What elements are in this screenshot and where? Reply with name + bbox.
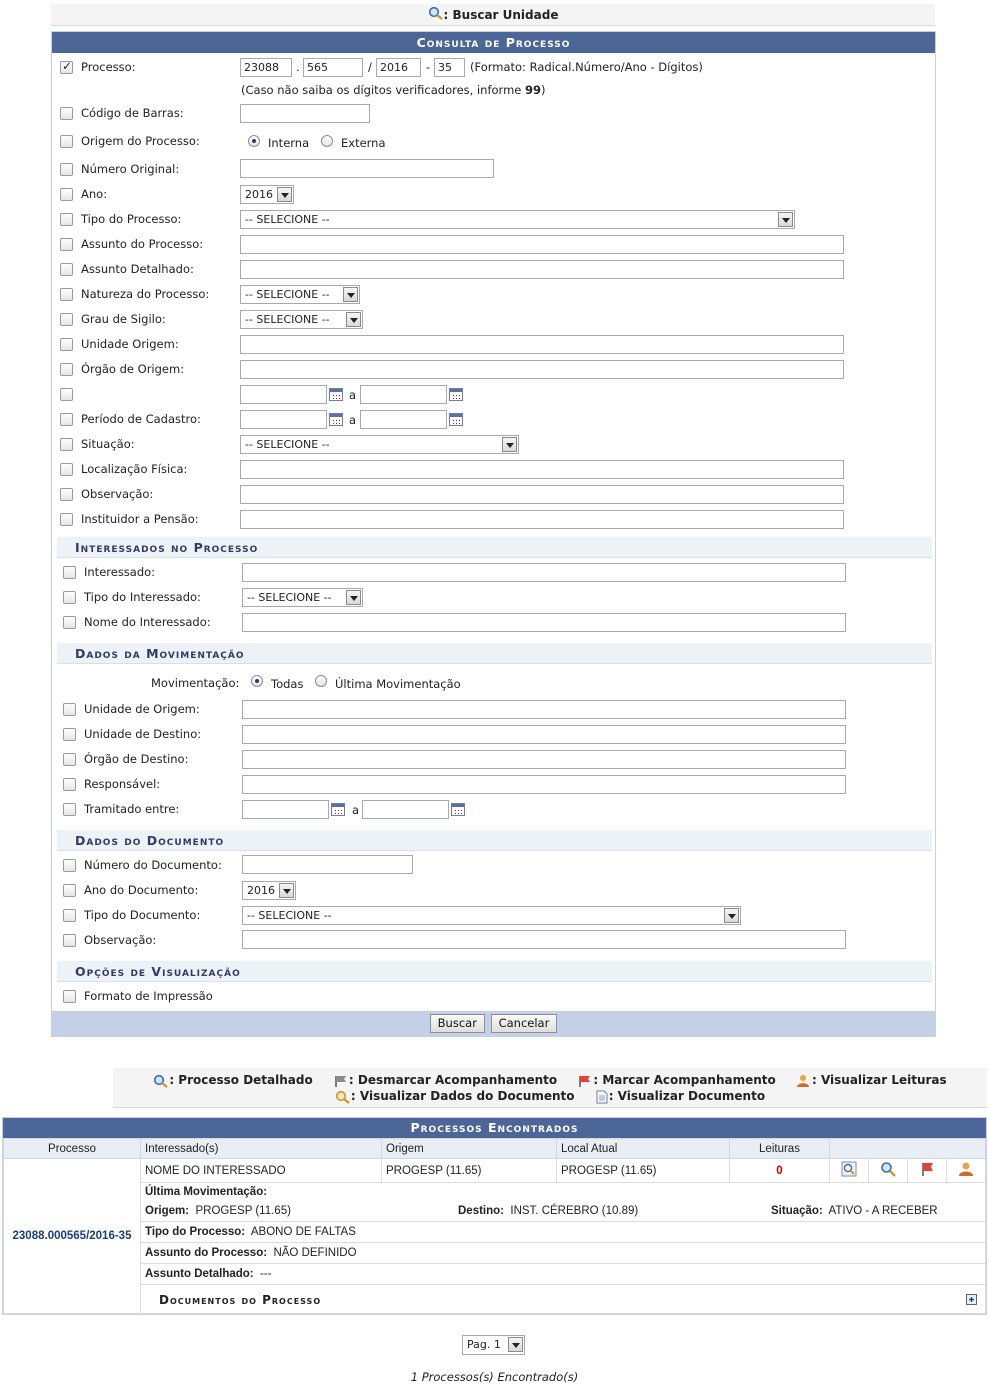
mov-detail-row (4, 1202, 986, 1222)
tipo-processo-cell: Tipo do Processo: ABONO DE FALTAS (141, 1221, 986, 1242)
tipo-processo-row (4, 1221, 986, 1242)
chevron-down-icon (277, 187, 292, 202)
orgao-origem-checkbox[interactable] (60, 363, 73, 376)
tipo-interessado-label: Tipo do Interessado: (84, 590, 201, 604)
buscar-unidade-label: : Buscar Unidade (443, 8, 559, 22)
observacao2-label: Observação: (84, 933, 157, 947)
chevron-down-icon (502, 437, 517, 452)
legend-leituras: : Visualizar Leituras (796, 1071, 947, 1090)
processo-numero-input[interactable]: 565 (303, 58, 363, 77)
situacao-select[interactable]: -- SELECIONE -- (240, 435, 519, 454)
calendar-icon[interactable] (451, 803, 465, 816)
cadastro-fim-input[interactable] (360, 410, 447, 429)
tramitado-sep: a (352, 803, 360, 817)
table-row (4, 1159, 986, 1183)
dados-documento-action[interactable] (869, 1159, 908, 1183)
flag-red-icon (577, 1074, 593, 1088)
observacao2-input[interactable] (242, 930, 846, 949)
icon-legend (113, 1068, 987, 1108)
col-interessado: Interessado(s) (141, 1139, 382, 1159)
responsavel-checkbox[interactable] (63, 778, 76, 791)
assunto-detalhado-label: Assunto Detalhado: (81, 262, 194, 276)
assunto-detalhado-input[interactable] (240, 260, 844, 279)
legend-processo-detalhado: : Processo Detalhado (153, 1071, 312, 1090)
results-panel (2, 1117, 987, 1315)
chevron-down-icon (508, 1337, 523, 1352)
periodo-autuacao-checkbox[interactable] (60, 388, 73, 401)
marcar-action[interactable] (908, 1159, 947, 1183)
assunto-cell: Assunto do Processo: NÃO DEFINIDO (141, 1242, 986, 1263)
codigo-barras-checkbox[interactable] (60, 107, 73, 120)
observacao-checkbox[interactable] (60, 488, 73, 501)
chevron-down-icon (778, 212, 793, 227)
periodo-autuacao-sep: a (349, 388, 357, 402)
results-header-row (4, 1139, 986, 1159)
unidade-origem2-label: Unidade de Origem: (84, 702, 200, 716)
nome-interessado-label: Nome do Interessado: (84, 615, 211, 629)
section-visualizacao: Opções de Visualização (57, 961, 932, 982)
calendar-icon[interactable] (329, 413, 343, 426)
flag-red-icon[interactable] (919, 1161, 935, 1177)
mov-situacao: Situação: ATIVO - A RECEBER (771, 1204, 938, 1217)
natureza-select[interactable]: -- SELECIONE -- (240, 285, 360, 304)
buscar-button[interactable]: Buscar (430, 1014, 485, 1033)
observacao2-checkbox[interactable] (63, 934, 76, 947)
calendar-icon[interactable] (449, 413, 463, 426)
mov-destino: Destino: INST. CÉREBRO (10.89) (458, 1204, 639, 1217)
documentos-label: Documentos do Processo (159, 1292, 322, 1307)
processo-digitos-input[interactable]: 35 (434, 58, 465, 77)
tipo-processo-select[interactable]: -- SELECIONE -- (240, 210, 795, 229)
unidade-origem-input[interactable] (240, 335, 844, 354)
flag-gray-icon (333, 1074, 349, 1088)
magnifier-icon (428, 5, 444, 27)
results-count: 1 Processos(s) Encontrado(s) (410, 1370, 579, 1384)
col-origem: Origem (382, 1139, 557, 1159)
ultima-mov-row (4, 1183, 986, 1202)
user-icon[interactable] (958, 1161, 974, 1177)
user-icon (796, 1074, 812, 1088)
col-processo: Processo (4, 1139, 141, 1159)
chevron-down-icon (724, 908, 739, 923)
calendar-icon[interactable] (449, 388, 463, 401)
instituidor-label: Instituidor a Pensão: (81, 512, 199, 526)
legend-visualizar-documento: : Visualizar Documento (595, 1087, 765, 1106)
row-origem: PROGESP (11.65) (382, 1159, 557, 1183)
orgao-destino-checkbox[interactable] (63, 753, 76, 766)
row-interessado: NOME DO INTERESSADO (141, 1159, 382, 1183)
tipo-interessado-select[interactable]: -- SELECIONE -- (242, 588, 363, 607)
periodo-cadastro-label: Período de Cadastro: (81, 412, 201, 426)
natureza-label: Natureza do Processo: (81, 287, 210, 301)
magnifier-icon (335, 1090, 351, 1104)
ano-checkbox[interactable] (60, 188, 73, 201)
chevron-down-icon (346, 312, 361, 327)
col-actions (830, 1139, 986, 1159)
unidade-origem-checkbox[interactable] (60, 338, 73, 351)
nome-interessado-input[interactable] (242, 613, 846, 632)
legend-dados-documento: : Visualizar Dados do Documento (335, 1087, 575, 1106)
movimentacao-ultima-radio[interactable] (315, 675, 327, 687)
movimentacao-todas-label: Todas (271, 677, 304, 691)
formato-impressao-checkbox[interactable] (63, 990, 76, 1003)
expand-icon[interactable] (966, 1294, 977, 1305)
processo-checkbox[interactable] (60, 61, 73, 74)
tipo-documento-label: Tipo do Documento: (84, 908, 201, 922)
tramitado-label: Tramitado entre: (84, 802, 180, 816)
localizacao-input[interactable] (240, 460, 844, 479)
chevron-down-icon (343, 287, 358, 302)
autuacao-inicio-input[interactable] (240, 385, 327, 404)
natureza-checkbox[interactable] (60, 288, 73, 301)
formato-impressao-label: Formato de Impressão (84, 989, 213, 1003)
movimentacao-label: Movimentação: (151, 676, 240, 690)
documentos-row[interactable] (4, 1284, 986, 1313)
leituras-action[interactable] (947, 1159, 986, 1183)
autuacao-fim-input[interactable] (360, 385, 447, 404)
assunto-detalhado-checkbox[interactable] (60, 263, 73, 276)
codigo-barras-input[interactable] (240, 104, 370, 123)
instituidor-checkbox[interactable] (60, 513, 73, 526)
section-movimentacao: Dados da Movimentação (57, 643, 932, 664)
processo-radical-input[interactable]: 23088 (240, 58, 292, 77)
sigilo-select[interactable]: -- SELECIONE -- (240, 310, 363, 329)
origem-externa-radio[interactable] (321, 135, 333, 147)
magnifier-icon (153, 1074, 169, 1088)
processo-slash-sep: / (368, 60, 372, 74)
observacao-label: Observação: (81, 487, 154, 501)
assunto-detalhado-cell: Assunto Detalhado: --- (141, 1263, 986, 1284)
localizacao-label: Localização Física: (81, 462, 188, 476)
movimentacao-todas-radio[interactable] (251, 675, 263, 687)
processo-dash-sep: - (426, 60, 431, 74)
numero-documento-input[interactable] (242, 855, 413, 874)
mov-origem: Origem: PROGESP (11.65) (145, 1204, 291, 1217)
responsavel-label: Responsável: (84, 777, 161, 791)
buscar-unidade-bar[interactable] (51, 4, 935, 26)
unidade-origem-label: Unidade Origem: (81, 337, 179, 351)
processo-ano-input[interactable]: 2016 (376, 58, 421, 77)
unidade-origem2-checkbox[interactable] (63, 703, 76, 716)
legend-desmarcar: : Desmarcar Acompanhamento (333, 1071, 557, 1090)
numero-original-label: Número Original: (81, 162, 180, 176)
row-local-atual: PROGESP (11.65) (557, 1159, 730, 1183)
processo-link[interactable]: 23088.000565/2016-35 (4, 1159, 141, 1314)
instituidor-input[interactable] (240, 510, 844, 529)
observacao-input[interactable] (240, 485, 844, 504)
ultima-mov-label: Última Movimentação: (141, 1183, 986, 1202)
interessado-input[interactable] (242, 563, 846, 582)
orgao-origem-label: Órgão de Origem: (81, 362, 185, 376)
tramitado-inicio-input[interactable] (242, 800, 329, 819)
situacao-checkbox[interactable] (60, 438, 73, 451)
tipo-processo-checkbox[interactable] (60, 213, 73, 226)
situacao-label: Situação: (81, 437, 135, 451)
nome-interessado-checkbox[interactable] (63, 616, 76, 629)
document-icon (595, 1090, 609, 1104)
numero-documento-checkbox[interactable] (63, 859, 76, 872)
detalhado-action[interactable] (830, 1159, 869, 1183)
interessado-label: Interessado: (84, 565, 156, 579)
tipo-documento-select[interactable]: -- SELECIONE -- (242, 906, 741, 925)
processo-digits-hint: (Caso não saiba os dígitos verificadores, informe 99) (241, 83, 546, 97)
interessado-checkbox[interactable] (63, 566, 76, 579)
assunto-processo-input[interactable] (240, 235, 844, 254)
processo-format-hint: (Formato: Radical.Número/Ano - Dígitos) (470, 60, 703, 74)
unidade-destino-label: Unidade de Destino: (84, 727, 202, 741)
magnifier-icon[interactable] (880, 1161, 896, 1177)
cadastro-inicio-input[interactable] (240, 410, 327, 429)
processo-dot-sep: . (296, 60, 300, 74)
section-documento: Dados do Documento (57, 830, 932, 851)
sigilo-label: Grau de Sigilo: (81, 312, 166, 326)
legend-marcar: : Marcar Acompanhamento (577, 1071, 775, 1090)
unidade-destino-checkbox[interactable] (63, 728, 76, 741)
ano-documento-checkbox[interactable] (63, 884, 76, 897)
responsavel-input[interactable] (242, 775, 846, 794)
orgao-origem-input[interactable] (240, 360, 844, 379)
section-interessados: Interessados no Processo (57, 537, 932, 558)
orgao-destino-label: Órgão de Destino: (84, 752, 189, 766)
numero-original-checkbox[interactable] (60, 163, 73, 176)
assunto-processo-label: Assunto do Processo: (81, 237, 204, 251)
consulta-processo-form (51, 31, 936, 1037)
sigilo-checkbox[interactable] (60, 313, 73, 326)
codigo-barras-label: Código de Barras: (81, 106, 184, 120)
unidade-origem2-input[interactable] (242, 700, 846, 719)
assunto-detalhado-row (4, 1263, 986, 1284)
row-leituras: 0 (730, 1159, 830, 1183)
numero-documento-label: Número do Documento: (84, 858, 222, 872)
tramitado-fim-input[interactable] (362, 800, 449, 819)
processo-label: Processo: (81, 60, 136, 74)
numero-original-input[interactable] (240, 159, 494, 178)
assunto-processo-checkbox[interactable] (60, 238, 73, 251)
origem-checkbox[interactable] (60, 135, 73, 148)
pagination-select[interactable]: Pag. 1 (462, 1335, 525, 1355)
chevron-down-icon (346, 590, 361, 605)
origem-label: Origem do Processo: (81, 134, 200, 148)
processo-detalhado-icon[interactable] (841, 1161, 857, 1177)
tramitado-checkbox[interactable] (63, 803, 76, 816)
origem-interna-label: Interna (268, 136, 310, 150)
calendar-icon[interactable] (331, 803, 345, 816)
origem-externa-label: Externa (341, 136, 386, 150)
periodo-cadastro-checkbox[interactable] (60, 413, 73, 426)
unidade-destino-input[interactable] (242, 725, 846, 744)
ano-documento-select[interactable]: 2016 (242, 881, 296, 900)
movimentacao-ultima-label: Última Movimentação (335, 677, 461, 691)
tipo-interessado-checkbox[interactable] (63, 591, 76, 604)
chevron-down-icon (279, 883, 294, 898)
ano-select[interactable]: 2016 (240, 185, 294, 204)
tipo-documento-checkbox[interactable] (63, 909, 76, 922)
col-local-atual: Local Atual (557, 1139, 730, 1159)
col-leituras: Leituras (730, 1139, 830, 1159)
tipo-processo-label: Tipo do Processo: (81, 212, 182, 226)
origem-interna-radio[interactable] (248, 135, 260, 147)
form-title: Consulta de Processo (52, 32, 935, 53)
periodo-cadastro-sep: a (349, 413, 357, 427)
assunto-row (4, 1242, 986, 1263)
localizacao-checkbox[interactable] (60, 463, 73, 476)
orgao-destino-input[interactable] (242, 750, 846, 769)
calendar-icon[interactable] (329, 388, 343, 401)
cancelar-button[interactable]: Cancelar (491, 1014, 558, 1033)
results-title: Processos Encontrados (3, 1118, 986, 1138)
form-actions (52, 1011, 935, 1036)
ano-label: Ano: (81, 187, 108, 201)
results-table (3, 1138, 986, 1314)
ano-documento-label: Ano do Documento: (84, 883, 199, 897)
